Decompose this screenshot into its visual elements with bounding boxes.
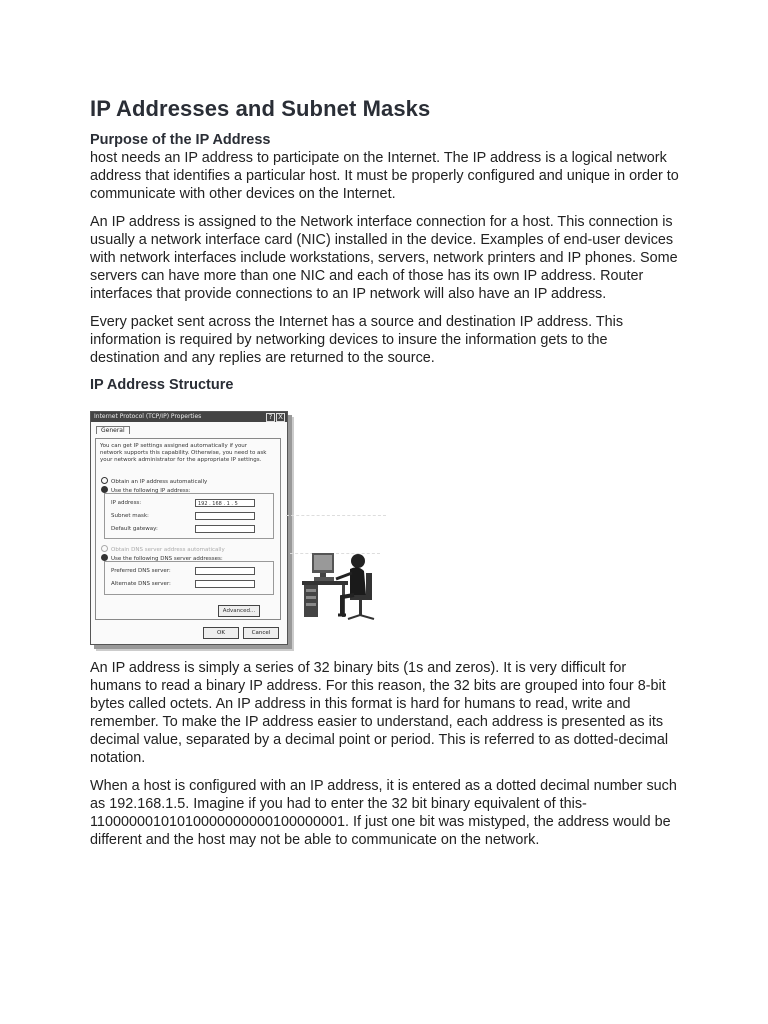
document-content	[90, 96, 680, 859]
ip-address-label: IP address:	[111, 500, 142, 506]
radio-icon	[101, 477, 108, 484]
close-icon: X	[276, 413, 285, 422]
paragraph: An IP address is assigned to the Network interface connection for a host. This connection is usually a network interface card (NIC) installed in the device. Examples of end-user devices with network interfaces include workstations, servers, network printers and IP phones. Some servers can have more than one NIC and each of those has its own IP address. Router interfaces that provide connections to an IP network will also have an IP address.	[90, 214, 678, 302]
paragraph: An IP address is simply a series of 32 binary bits (1s and zeros). It is very difficult for humans to read a binary IP address. For this reason, the 32 bits are grouped into four 8-bit bytes called octets. An IP address in this format is hard for humans to read, write and remember. To make the IP address easier to understand, each address is presented as its decimal value, separated by a decimal point or period. This is referred to as dotted-decimal notation.	[90, 660, 669, 766]
section-heading-structure: IP Address Structure	[90, 377, 234, 393]
tcpip-properties-figure	[90, 403, 390, 651]
subnet-mask-label: Subnet mask:	[111, 513, 149, 519]
tab-general: General	[96, 426, 130, 434]
help-icon: ?	[266, 413, 275, 422]
cancel-button: Cancel	[243, 627, 279, 639]
figure-guide-line	[286, 515, 386, 516]
radio-selected-icon	[101, 554, 108, 561]
radio-icon	[101, 545, 108, 552]
paragraph: Every packet sent across the Internet has a source and destination IP address. This information is required by networking devices to insure the information gets to the destination and any replies are returned to the source.	[90, 314, 624, 366]
dialog-titlebar	[91, 412, 287, 422]
ip-address-field: 192 . 168 . 1 . 5	[195, 499, 255, 507]
dialog-intro-text: You can get IP settings assigned automatically if your network supports this capability. Otherwise, you need to ask your network administrator for the appropriate IP settings.	[100, 443, 267, 463]
preferred-dns-field	[195, 567, 255, 575]
subnet-mask-field	[195, 512, 255, 520]
radio-obtain-dns-auto: Obtain DNS server address automatically	[101, 545, 225, 554]
section-heading-purpose: Purpose of the IP Address	[90, 132, 271, 148]
radio-selected-icon	[101, 486, 108, 493]
paragraph: host needs an IP address to participate on the Internet. The IP address is a logical network address that identifies a particular host. It must be properly configured and unique in order to communicate with other devices on the Internet.	[90, 150, 679, 202]
ip-settings-group	[104, 493, 274, 539]
ok-button: OK	[203, 627, 239, 639]
page-title: IP Addresses and Subnet Masks	[90, 96, 431, 121]
radio-obtain-ip-auto: Obtain an IP address automatically	[101, 477, 207, 486]
advanced-button: Advanced...	[218, 605, 260, 617]
radio-use-following-dns: Use the following DNS server addresses:	[101, 554, 223, 563]
dialog-body	[95, 438, 281, 620]
dns-settings-group	[104, 561, 274, 595]
alternate-dns-label: Alternate DNS server:	[111, 581, 171, 587]
dialog-title: Internet Protocol (TCP/IP) Properties	[94, 413, 202, 420]
radio-use-following-ip: Use the following IP address:	[101, 486, 190, 495]
preferred-dns-label: Preferred DNS server:	[111, 568, 171, 574]
paragraph: When a host is configured with an IP address, it is entered as a dotted decimal number such as 192.168.1.5. Imagine if you had to enter the 32 bit binary equivalent of this- 11000000101010000000000100000001. If just one bit was mistyped, the address would be different and the host may not be able to communicate on the network.	[90, 778, 677, 848]
alternate-dns-field	[195, 580, 255, 588]
default-gateway-label: Default gateway:	[111, 526, 158, 532]
default-gateway-field	[195, 525, 255, 533]
tcpip-dialog-image	[90, 411, 288, 645]
person-at-computer-illustration	[298, 523, 388, 643]
